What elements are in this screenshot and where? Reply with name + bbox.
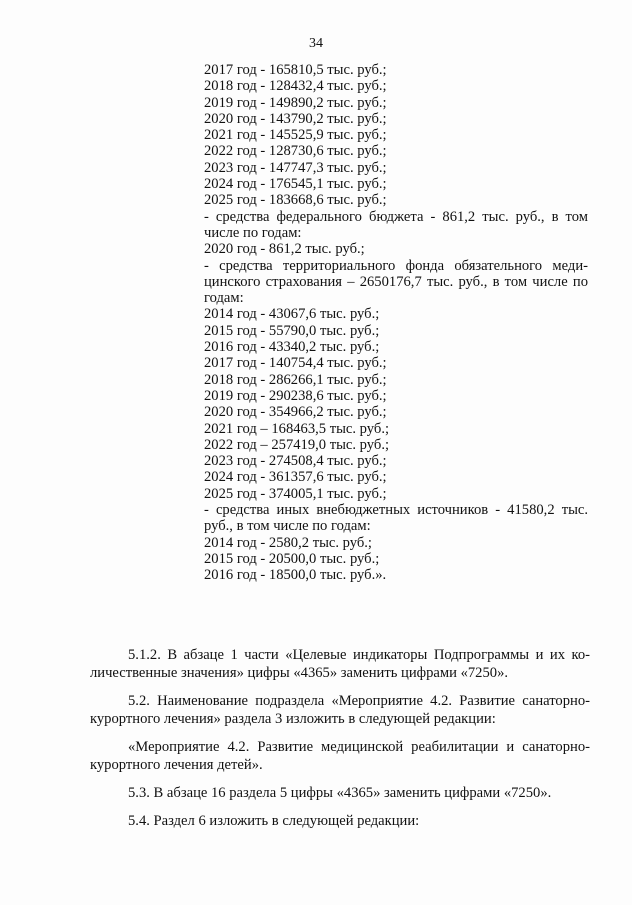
list-line: 2014 год - 43067,6 тыс. руб.; [204, 306, 380, 323]
list-line: 2017 год - 140754,4 тыс. руб.; [204, 355, 387, 372]
list-line: 2020 год - 143790,2 тыс. руб.; [204, 110, 387, 127]
territorial-fund-line: годам: [204, 290, 244, 307]
list-line: 2016 год - 18500,0 тыс. руб.». [204, 567, 387, 584]
page-number: 34 [309, 36, 323, 51]
list-line: 2024 год - 361357,6 тыс. руб.; [204, 469, 387, 486]
list-line: 2024 год - 176545,1 тыс. руб.; [204, 176, 387, 193]
list-line: 2021 год – 168463,5 тыс. руб.; [204, 420, 390, 437]
federal-budget-line: - средства федерального бюджета - 861,2 тыс. руб., в том [204, 208, 588, 225]
other-sources-line: руб., в том числе по годам: [204, 518, 371, 535]
paragraph-quote-cont: курортного лечения детей». [90, 757, 263, 773]
list-line: 2022 год – 257419,0 тыс. руб.; [204, 436, 390, 453]
territorial-fund-line: цинского страхования – 2650176,7 тыс. руб., в том числе по [204, 273, 588, 290]
federal-budget-line: числе по годам: [204, 224, 302, 241]
list-line: 2020 год - 861,2 тыс. руб.; [204, 241, 365, 258]
paragraph-5-1-2-cont: личественные значения» цифры «4365» заменить цифрами «7250». [90, 665, 509, 681]
list-line: 2023 год - 147747,3 тыс. руб.; [204, 159, 387, 176]
paragraph-5-2: 5.2. Наименование подраздела «Мероприятие 4.2. Развитие санаторно- [128, 693, 590, 709]
list-line: 2022 год - 128730,6 тыс. руб.; [204, 143, 387, 160]
paragraph-5-1-2: 5.1.2. В абзаце 1 части «Целевые индикаторы Подпрограммы и их ко- [128, 647, 590, 663]
territorial-fund-line: - средства территориального фонда обязательного меди- [204, 257, 588, 274]
list-line: 2023 год - 274508,4 тыс. руб.; [204, 453, 387, 470]
amendment-paragraphs [90, 646, 590, 830]
list-line: 2020 год - 354966,2 тыс. руб.; [204, 404, 387, 421]
paragraph-5-3: 5.3. В абзаце 16 раздела 5 цифры «4365» заменить цифрами «7250». [128, 785, 552, 801]
paragraph-5-2-cont: курортного лечения» раздела 3 изложить в следующей редакции: [90, 711, 496, 727]
list-line: 2019 год - 290238,6 тыс. руб.; [204, 387, 387, 404]
paragraph-quote: «Мероприятие 4.2. Развитие медицинской реабилитации и санаторно- [128, 739, 590, 755]
other-sources-line: - средства иных внебюджетных источников - 41580,2 тыс. [204, 502, 588, 519]
list-line: 2019 год - 149890,2 тыс. руб.; [204, 94, 387, 111]
list-line: 2016 год - 43340,2 тыс. руб.; [204, 339, 380, 356]
list-line: 2018 год - 286266,1 тыс. руб.; [204, 371, 387, 388]
list-line: 2015 год - 55790,0 тыс. руб.; [204, 322, 380, 339]
list-line: 2017 год - 165810,5 тыс. руб.; [204, 62, 387, 78]
list-line: 2021 год - 145525,9 тыс. руб.; [204, 127, 387, 144]
list-line: 2025 год - 374005,1 тыс. руб.; [204, 485, 387, 502]
funding-list [204, 62, 588, 584]
list-line: 2015 год - 20500,0 тыс. руб.; [204, 550, 380, 567]
list-line: 2014 год - 2580,2 тыс. руб.; [204, 534, 372, 551]
list-line: 2025 год - 183668,6 тыс. руб.; [204, 192, 387, 209]
list-line: 2018 год - 128432,4 тыс. руб.; [204, 78, 387, 95]
paragraph-5-4: 5.4. Раздел 6 изложить в следующей редакции: [128, 813, 420, 829]
